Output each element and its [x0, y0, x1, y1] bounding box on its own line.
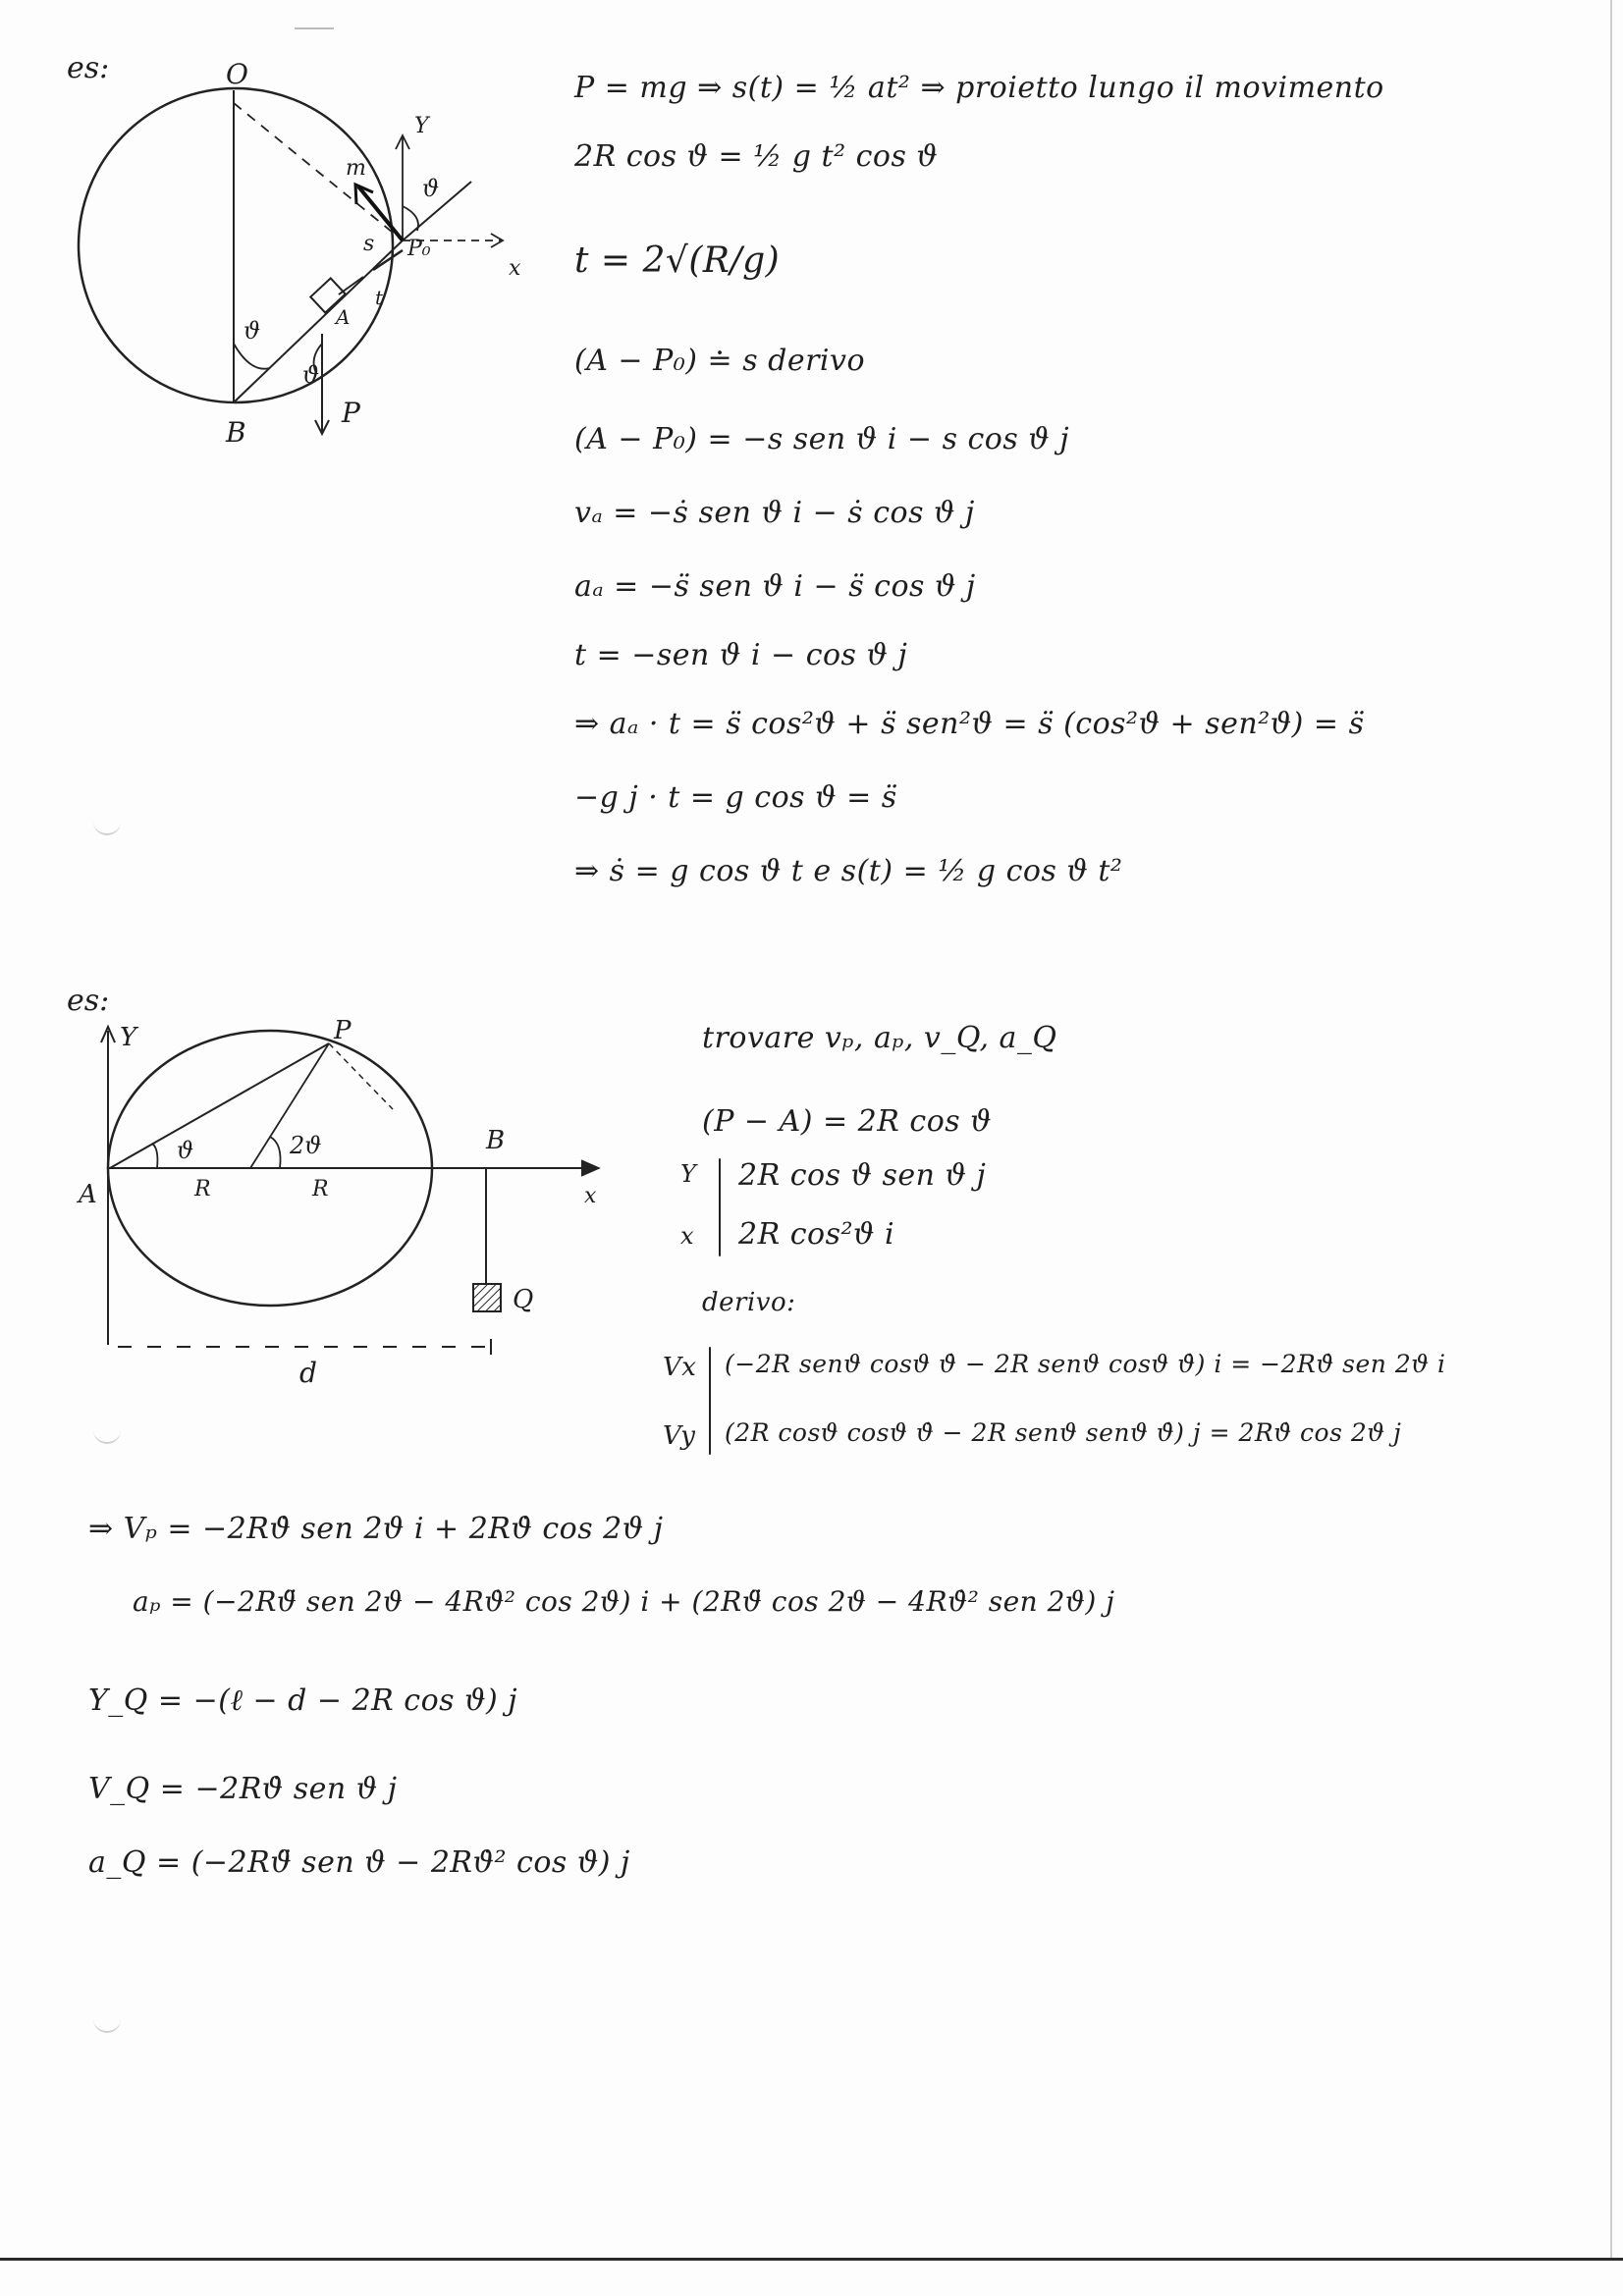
label-s: s — [363, 232, 375, 256]
axis-x: x — [509, 256, 521, 281]
point-B: B — [486, 1126, 506, 1155]
angle-theta: ϑ — [177, 1137, 194, 1164]
angle-2: ϑ — [422, 175, 440, 202]
page-right-edge — [1610, 0, 1612, 2258]
brace-velocity — [709, 1347, 711, 1455]
top-mark — [295, 27, 334, 29]
point-A: A — [336, 305, 351, 329]
label-m: m — [346, 156, 366, 181]
punch-hole-mark — [93, 820, 121, 835]
eq-1-10: −g j · t = g cos ϑ = s̈ — [574, 780, 897, 815]
point-B: B — [226, 416, 246, 449]
vx-expr: (−2R senϑ cosϑ ϑ̇ − 2R senϑ cosϑ ϑ̇) i = −2Rϑ̇ sen 2ϑ i — [725, 1350, 1446, 1378]
circle — [79, 88, 393, 402]
angle-2theta: 2ϑ — [290, 1132, 322, 1159]
exercise-label-2: es: — [67, 984, 110, 1018]
punch-hole-mark — [93, 2017, 121, 2033]
eq-1-3: t = 2√(R/g) — [574, 240, 781, 281]
eq-ap: aₚ = (−2Rϑ̈ sen 2ϑ − 4Rϑ̇² cos 2ϑ) i + (2Rϑ̈ cos 2ϑ − 4Rϑ̇² sen 2ϑ) j — [133, 1585, 1115, 1618]
eq-vq: V_Q = −2Rϑ̇ sen ϑ j — [88, 1772, 398, 1806]
eq-2-PA: (P − A) = 2R cos ϑ — [702, 1104, 993, 1139]
diagram-circle-incline — [69, 49, 579, 461]
point-P: P — [334, 1016, 352, 1045]
point-A: A — [79, 1180, 97, 1209]
eq-1-11: ⇒ ṡ = g cos ϑ t e s(t) = ½ g cos ϑ t² — [574, 854, 1123, 888]
vy-label: Vy — [663, 1421, 696, 1451]
angle-3: ϑ — [302, 361, 320, 389]
eq-1-6: vₐ = −ṡ sen ϑ i − ṡ cos ϑ j — [574, 496, 975, 530]
axis-x: x — [584, 1184, 597, 1208]
comp-x-label: x — [680, 1222, 695, 1250]
eq-vp: ⇒ Vₚ = −2Rϑ̇ sen 2ϑ i + 2Rϑ̇ cos 2ϑ j — [88, 1512, 664, 1546]
point-O: O — [226, 58, 248, 90]
brace-components — [719, 1158, 721, 1256]
label-d: d — [299, 1357, 317, 1389]
point-P: P — [342, 397, 360, 429]
label-R-1: R — [194, 1177, 211, 1201]
eq-aq: a_Q = (−2Rϑ̈ sen ϑ − 2Rϑ̇² cos ϑ) j — [88, 1845, 630, 1880]
eq-1-1: P = mg ⇒ s(t) = ½ at² ⇒ proietto lungo il movimento — [574, 71, 1384, 105]
angle-1: ϑ — [243, 317, 261, 345]
axis-y: Y — [414, 114, 429, 138]
exercise-label-1: es: — [67, 51, 110, 85]
eq-yq: Y_Q = −(ℓ − d − 2R cos ϑ) j — [88, 1683, 518, 1718]
page-bottom-edge — [0, 2258, 1623, 2261]
comp-x: 2R cos²ϑ i — [738, 1217, 895, 1252]
comp-y: 2R cos ϑ sen ϑ j — [738, 1158, 987, 1193]
diagram-circle-pulley — [69, 1011, 619, 1423]
derivo-label: derivo: — [702, 1288, 796, 1317]
dashed-OPo — [234, 103, 403, 240]
eq-1-4: (A − P₀) ≐ s derivo — [574, 344, 866, 378]
axis-y: Y — [120, 1023, 137, 1052]
vy-expr: (2R cosϑ cosϑ ϑ̇ − 2R senϑ senϑ ϑ̇) j = 2Rϑ̇ cos 2ϑ j — [725, 1418, 1402, 1447]
eq-1-2: 2R cos ϑ = ½ g t² cos ϑ — [574, 139, 939, 174]
point-Q: Q — [513, 1285, 534, 1314]
eq-1-7: aₐ = −s̈ sen ϑ i − s̈ cos ϑ j — [574, 569, 976, 604]
punch-hole-mark — [93, 1428, 121, 1444]
eq-1-8: t = −sen ϑ i − cos ϑ j — [574, 638, 908, 672]
eq-1-5: (A − P₀) = −s sen ϑ i − s cos ϑ j — [574, 422, 1070, 456]
comp-y-label: Y — [680, 1160, 697, 1188]
block-Q — [473, 1284, 501, 1311]
label-R-2: R — [312, 1177, 329, 1201]
vx-label: Vx — [663, 1353, 697, 1382]
eq-1-9: ⇒ aₐ · t = s̈ cos²ϑ + s̈ sen²ϑ = s̈ (cos²ϑ + sen²ϑ) = s̈ — [574, 707, 1365, 741]
point-Po: P₀ — [407, 237, 431, 261]
eq-2-intro: trovare vₚ, aₚ, v_Q, a_Q — [702, 1021, 1057, 1055]
label-t: t — [375, 286, 384, 309]
